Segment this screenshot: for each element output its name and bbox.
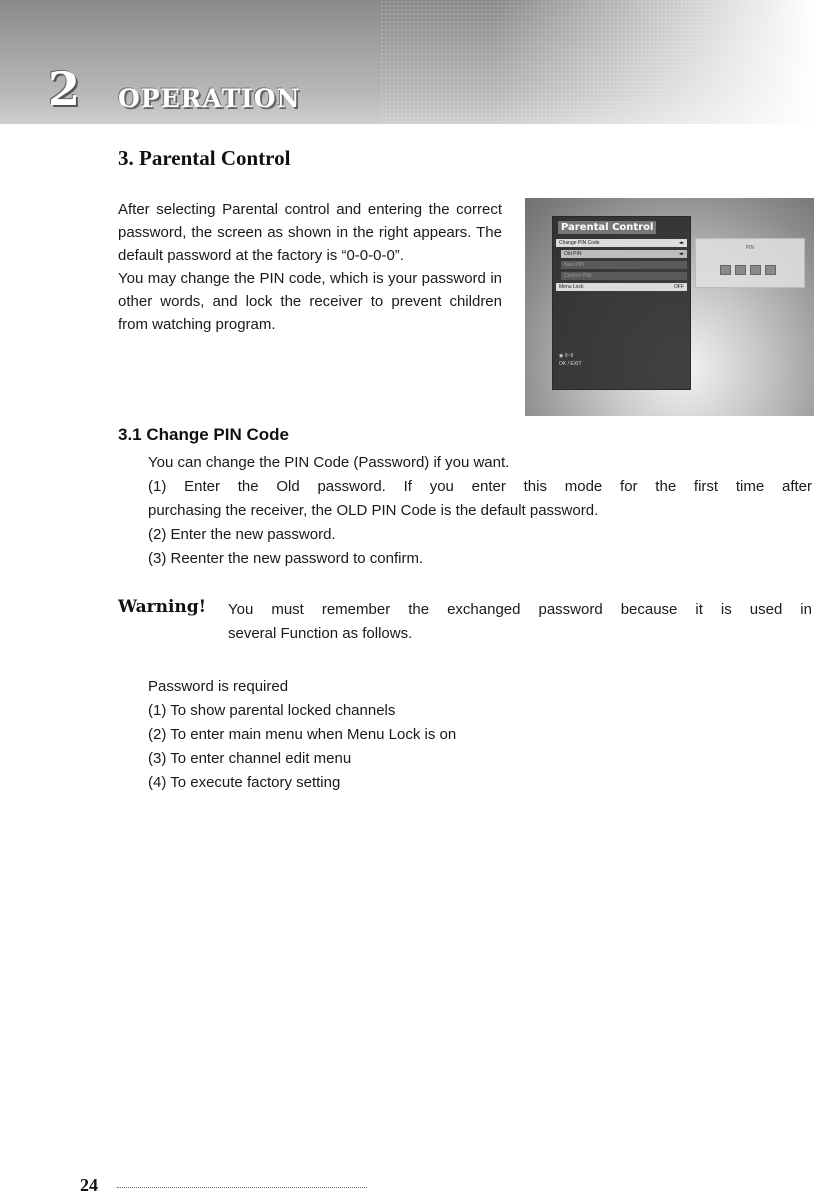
chapter-number: 2 bbox=[48, 62, 81, 116]
osd-row-value: OFF bbox=[674, 284, 684, 290]
osd-row-label: Menu Lock bbox=[559, 284, 584, 290]
instruction-line: You can change the PIN Code (Password) if you want. bbox=[148, 454, 510, 471]
osd-row-new-pin bbox=[561, 261, 687, 269]
requirement-item: (4) To execute factory setting bbox=[148, 774, 341, 791]
requirement-item: (3) To enter channel edit menu bbox=[148, 750, 352, 767]
pin-digit-2 bbox=[735, 265, 746, 275]
section-title: 3. Parental Control bbox=[118, 146, 291, 170]
page-number: 24 bbox=[80, 1175, 98, 1195]
osd-row-label: Confirm PIN bbox=[564, 273, 592, 279]
pin-digit-1 bbox=[720, 265, 731, 275]
osd-row-label: Change PIN Code bbox=[559, 240, 600, 246]
osd-arrow-icon: ◂▸ bbox=[678, 251, 684, 257]
instruction-step-1: (1) Enter the Old password. If you enter this mode for the first time after bbox=[148, 478, 812, 495]
instruction-step-3: (3) Reenter the new password to confirm. bbox=[148, 550, 424, 567]
osd-menu-title: Parental Control bbox=[558, 221, 656, 234]
pin-box-caption: PIN bbox=[745, 245, 755, 251]
intro-paragraph-1: After selecting Parental control and entering the correct password, the screen as shown in the right appears. The default password at the factory is “0-0-0-0”. bbox=[118, 201, 502, 264]
parental-control-screenshot bbox=[525, 198, 814, 416]
chapter-title: OPERATION bbox=[118, 84, 301, 113]
password-requirements bbox=[148, 675, 748, 795]
chapter-header bbox=[0, 0, 814, 124]
warning-label: Warning! bbox=[118, 597, 207, 617]
subsection-title: 3.1 Change PIN Code bbox=[118, 425, 289, 444]
requirement-item: (2) To enter main menu when Menu Lock is on bbox=[148, 726, 457, 743]
page-footer-rule bbox=[117, 1187, 367, 1188]
osd-row-label: New PIN bbox=[564, 262, 584, 268]
requirement-item: (1) To show parental locked channels bbox=[148, 702, 396, 719]
warning-line-2: several Function as follows. bbox=[228, 625, 413, 642]
osd-help-icon: ◉ bbox=[559, 353, 565, 359]
osd-row-change-pin bbox=[556, 239, 687, 247]
pin-digit-4 bbox=[765, 265, 776, 275]
osd-menu-panel bbox=[552, 216, 691, 390]
osd-help-ok-exit: OK / EXIT bbox=[559, 361, 582, 367]
warning-text bbox=[228, 598, 812, 646]
warning-line-1: You must remember the exchanged password because it is used in bbox=[228, 601, 812, 618]
intro-text bbox=[118, 198, 502, 336]
pin-entry-box bbox=[695, 238, 805, 288]
instruction-step-2: (2) Enter the new password. bbox=[148, 526, 336, 543]
osd-row-old-pin bbox=[561, 250, 687, 258]
osd-arrow-icon: ◂▸ bbox=[678, 240, 684, 246]
osd-help-digits: ◉ 0~9 bbox=[559, 353, 574, 359]
osd-row-label: Old PIN bbox=[564, 251, 582, 257]
osd-row-confirm-pin bbox=[561, 272, 687, 280]
change-pin-instructions bbox=[148, 451, 812, 571]
pin-digit-3 bbox=[750, 265, 761, 275]
header-fade bbox=[494, 0, 814, 124]
requirements-intro: Password is required bbox=[148, 678, 289, 695]
intro-paragraph-2: You may change the PIN code, which is your password in other words, and lock the receiver to prevent children from watching program. bbox=[118, 270, 502, 333]
instruction-step-1-cont: purchasing the receiver, the OLD PIN Code is the default password. bbox=[148, 502, 599, 519]
osd-row-menu-lock bbox=[556, 283, 687, 291]
